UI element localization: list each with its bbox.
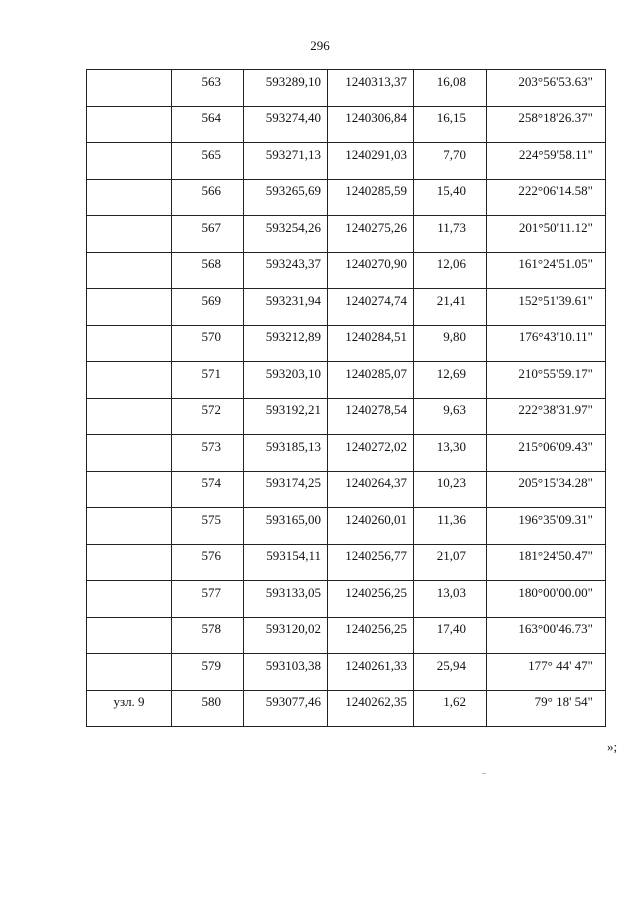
point-number-cell: 569 <box>172 289 244 326</box>
length-cell: 12,06 <box>414 252 487 289</box>
point-number-cell: 565 <box>172 143 244 180</box>
length-cell: 21,41 <box>414 289 487 326</box>
point-number-cell: 578 <box>172 617 244 654</box>
table-row <box>87 617 606 654</box>
point-number-cell: 570 <box>172 325 244 362</box>
x-coordinate-cell: 593077,46 <box>244 690 328 727</box>
x-coordinate-cell: 593271,13 <box>244 143 328 180</box>
x-coordinate-cell: 593154,11 <box>244 544 328 581</box>
node-cell: узл. 9 <box>87 690 172 727</box>
x-coordinate-cell: 593254,26 <box>244 216 328 253</box>
length-cell: 10,23 <box>414 471 487 508</box>
node-cell <box>87 508 172 545</box>
node-cell <box>87 544 172 581</box>
page-number: 296 <box>310 38 330 53</box>
coordinates-table-body <box>87 70 606 727</box>
table-row <box>87 544 606 581</box>
table-row <box>87 106 606 143</box>
node-cell <box>87 654 172 691</box>
y-coordinate-cell: 1240256,25 <box>328 617 414 654</box>
y-coordinate-cell: 1240284,51 <box>328 325 414 362</box>
point-number-cell: 580 <box>172 690 244 727</box>
point-number-cell: 571 <box>172 362 244 399</box>
length-cell: 16,15 <box>414 106 487 143</box>
y-coordinate-cell: 1240264,37 <box>328 471 414 508</box>
x-coordinate-cell: 593133,05 <box>244 581 328 618</box>
x-coordinate-cell: 593289,10 <box>244 70 328 107</box>
direction-angle-cell: 205°15'34.28" <box>487 471 606 508</box>
table-row <box>87 435 606 472</box>
y-coordinate-cell: 1240256,77 <box>328 544 414 581</box>
y-coordinate-cell: 1240256,25 <box>328 581 414 618</box>
length-cell: 13,03 <box>414 581 487 618</box>
direction-angle-cell: 224°59'58.11" <box>487 143 606 180</box>
table-row <box>87 216 606 253</box>
length-cell: 12,69 <box>414 362 487 399</box>
scan-mark <box>482 773 486 774</box>
node-cell <box>87 289 172 326</box>
point-number-cell: 564 <box>172 106 244 143</box>
direction-angle-cell: 177° 44' 47" <box>487 654 606 691</box>
x-coordinate-cell: 593174,25 <box>244 471 328 508</box>
direction-angle-cell: 79° 18' 54" <box>487 690 606 727</box>
x-coordinate-cell: 593212,89 <box>244 325 328 362</box>
table-row <box>87 362 606 399</box>
x-coordinate-cell: 593265,69 <box>244 179 328 216</box>
table-row <box>87 325 606 362</box>
node-cell <box>87 106 172 143</box>
node-cell <box>87 581 172 618</box>
x-coordinate-cell: 593243,37 <box>244 252 328 289</box>
direction-angle-cell: 201°50'11.12" <box>487 216 606 253</box>
direction-angle-cell: 176°43'10.11" <box>487 325 606 362</box>
point-number-cell: 574 <box>172 471 244 508</box>
length-cell: 11,73 <box>414 216 487 253</box>
y-coordinate-cell: 1240306,84 <box>328 106 414 143</box>
length-cell: 13,30 <box>414 435 487 472</box>
y-coordinate-cell: 1240313,37 <box>328 70 414 107</box>
point-number-cell: 568 <box>172 252 244 289</box>
point-number-cell: 573 <box>172 435 244 472</box>
direction-angle-cell: 152°51'39.61" <box>487 289 606 326</box>
x-coordinate-cell: 593120,02 <box>244 617 328 654</box>
point-number-cell: 577 <box>172 581 244 618</box>
length-cell: 21,07 <box>414 544 487 581</box>
direction-angle-cell: 258°18'26.37" <box>487 106 606 143</box>
direction-angle-cell: 181°24'50.47" <box>487 544 606 581</box>
y-coordinate-cell: 1240285,07 <box>328 362 414 399</box>
length-cell: 9,63 <box>414 398 487 435</box>
closing-quote: »; <box>607 739 618 754</box>
table-row <box>87 690 606 727</box>
direction-angle-cell: 203°56'53.63" <box>487 70 606 107</box>
y-coordinate-cell: 1240274,74 <box>328 289 414 326</box>
node-cell <box>87 398 172 435</box>
direction-angle-cell: 196°35'09.31" <box>487 508 606 545</box>
y-coordinate-cell: 1240262,35 <box>328 690 414 727</box>
y-coordinate-cell: 1240270,90 <box>328 252 414 289</box>
length-cell: 1,62 <box>414 690 487 727</box>
node-cell <box>87 325 172 362</box>
table-row <box>87 471 606 508</box>
x-coordinate-cell: 593185,13 <box>244 435 328 472</box>
table-row <box>87 654 606 691</box>
point-number-cell: 563 <box>172 70 244 107</box>
direction-angle-cell: 210°55'59.17" <box>487 362 606 399</box>
point-number-cell: 575 <box>172 508 244 545</box>
table-row <box>87 398 606 435</box>
table-row <box>87 581 606 618</box>
node-cell <box>87 179 172 216</box>
direction-angle-cell: 222°06'14.58" <box>487 179 606 216</box>
y-coordinate-cell: 1240278,54 <box>328 398 414 435</box>
node-cell <box>87 435 172 472</box>
length-cell: 16,08 <box>414 70 487 107</box>
table-row <box>87 179 606 216</box>
length-cell: 11,36 <box>414 508 487 545</box>
point-number-cell: 566 <box>172 179 244 216</box>
length-cell: 9,80 <box>414 325 487 362</box>
length-cell: 25,94 <box>414 654 487 691</box>
node-cell <box>87 143 172 180</box>
node-cell <box>87 471 172 508</box>
direction-angle-cell: 161°24'51.05" <box>487 252 606 289</box>
table-row <box>87 252 606 289</box>
y-coordinate-cell: 1240260,01 <box>328 508 414 545</box>
point-number-cell: 579 <box>172 654 244 691</box>
x-coordinate-cell: 593274,40 <box>244 106 328 143</box>
x-coordinate-cell: 593192,21 <box>244 398 328 435</box>
x-coordinate-cell: 593203,10 <box>244 362 328 399</box>
point-number-cell: 567 <box>172 216 244 253</box>
x-coordinate-cell: 593165,00 <box>244 508 328 545</box>
node-cell <box>87 617 172 654</box>
direction-angle-cell: 163°00'46.73" <box>487 617 606 654</box>
length-cell: 7,70 <box>414 143 487 180</box>
table-row <box>87 143 606 180</box>
length-cell: 17,40 <box>414 617 487 654</box>
node-cell <box>87 70 172 107</box>
table-row <box>87 70 606 107</box>
y-coordinate-cell: 1240261,33 <box>328 654 414 691</box>
point-number-cell: 572 <box>172 398 244 435</box>
node-cell <box>87 362 172 399</box>
direction-angle-cell: 222°38'31.97" <box>487 398 606 435</box>
y-coordinate-cell: 1240272,02 <box>328 435 414 472</box>
point-number-cell: 576 <box>172 544 244 581</box>
y-coordinate-cell: 1240285,59 <box>328 179 414 216</box>
y-coordinate-cell: 1240275,26 <box>328 216 414 253</box>
direction-angle-cell: 215°06'09.43" <box>487 435 606 472</box>
length-cell: 15,40 <box>414 179 487 216</box>
y-coordinate-cell: 1240291,03 <box>328 143 414 180</box>
direction-angle-cell: 180°00'00.00" <box>487 581 606 618</box>
table-row <box>87 289 606 326</box>
node-cell <box>87 252 172 289</box>
node-cell <box>87 216 172 253</box>
table-row <box>87 508 606 545</box>
x-coordinate-cell: 593103,38 <box>244 654 328 691</box>
coordinates-table <box>86 69 606 727</box>
x-coordinate-cell: 593231,94 <box>244 289 328 326</box>
